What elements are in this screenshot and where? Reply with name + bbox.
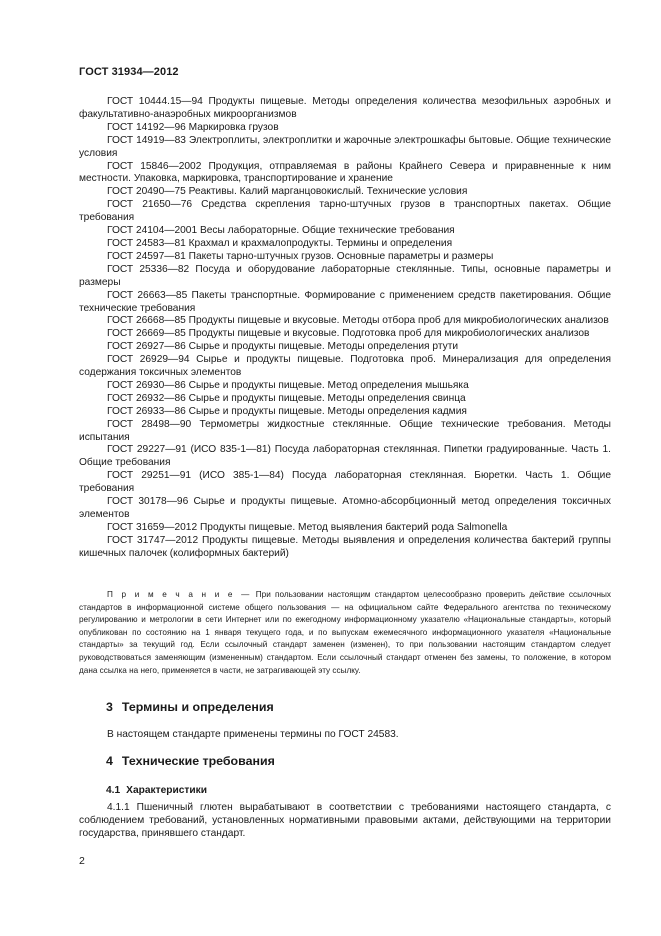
page-number: 2: [79, 855, 85, 867]
reference-item: ГОСТ 14919—83 Электроплиты, электроплитки и жарочные электрошкафы бытовые. Общие технические условия: [79, 134, 611, 159]
reference-item: ГОСТ 21650—76 Средства скрепления тарно-штучных грузов в транспортных пакетах. Общие требования: [79, 199, 611, 224]
note-label: П р и м е ч а н и е —: [107, 590, 252, 599]
reference-item: ГОСТ 29251—91 (ИСО 385-1—84) Посуда лабораторная стеклянная. Бюретки. Часть 1. Общие требования: [79, 470, 611, 495]
page-header: ГОСТ 31934—2012: [79, 66, 179, 78]
reference-item: ГОСТ 30178—96 Сырье и продукты пищевые. Атомно-абсорбционный метод определения токсичных элементов: [79, 496, 611, 520]
reference-item: ГОСТ 24104—2001 Весы лабораторные. Общие технические требования: [107, 225, 455, 237]
section-3-text: В настоящем стандарте применены термины по ГОСТ 24583.: [107, 729, 399, 740]
reference-item: ГОСТ 26930—86 Сырье и продукты пищевые. Метод определения мышьяка: [107, 379, 469, 391]
reference-item: ГОСТ 26933—86 Сырье и продукты пищевые. Методы определения кадмия: [107, 405, 467, 417]
subsection-title: Характеристики: [126, 785, 208, 796]
reference-item: ГОСТ 24583—81 Крахмал и крахмалопродукты. Термины и определения: [107, 237, 453, 249]
section-number: 4: [106, 754, 113, 768]
reference-item: ГОСТ 31659—2012 Продукты пищевые. Метод выявления бактерий рода Salmonella: [107, 521, 508, 533]
reference-item: ГОСТ 26669—85 Продукты пищевые и вкусовые. Подготовка проб для микробиологических анализов: [107, 328, 590, 340]
reference-item: ГОСТ 25336—82 Посуда и оборудование лабораторные стеклянные. Типы, основные параметры и размеры: [79, 263, 611, 288]
reference-item: ГОСТ 14192—96 Маркировка грузов: [107, 121, 279, 133]
reference-item: ГОСТ 28498—90 Термометры жидкостные стеклянные. Общие технические требования. Методы испытания: [79, 418, 611, 443]
section-title: Термины и определения: [121, 700, 274, 714]
section-3-heading: [106, 700, 274, 714]
reference-item: ГОСТ 26663—85 Пакеты транспортные. Формирование с применением средств пакетирования. Общие технические требования: [79, 289, 611, 314]
note-text: При пользовании настоящим стандартом целесообразно проверить действие ссылочных стандартов в информационной системе общего пользования — на официальном сайте Федерального агентства по техническому регулированию и метрологии в сети Интернет или по ежегодному информационному указателю «Национальные стандарты», который опубликован по состоянию на 1 января текущего года, и по выпускам ежемесячного информационного указателя «Национальные стандарты» за текущий год. Если ссылочный стандарт заменен (изменен), то при пользовании настоящим стандартом следует руководствоваться заменяющим (измененным) стандартом. Если ссылочный стандарт отменен без замены, то положение, в котором дана ссылка на него, применяется в части, не затрагивающей эту ссылку.: [79, 590, 611, 675]
reference-item: ГОСТ 10444.15—94 Продукты пищевые. Методы определения количества мезофильных аэробных и факультативно-анаэробных микроорганизмов: [79, 96, 611, 120]
normative-references-list: [79, 96, 611, 561]
reference-item: ГОСТ 24597—81 Пакеты тарно-штучных грузов. Основные параметры и размеры: [107, 250, 494, 262]
section-4-heading: [106, 754, 275, 768]
reference-item: ГОСТ 26929—94 Сырье и продукты пищевые. Подготовка проб. Минерализация для определения содержания токсичных элементов: [79, 354, 611, 379]
subsection-4-1-heading: [106, 785, 207, 796]
reference-item: ГОСТ 29227—91 (ИСО 835-1—81) Посуда лабораторная стеклянная. Пипетки градуированные. Часть 1. Общие требования: [79, 444, 611, 469]
section-number: 3: [106, 700, 113, 714]
reference-item: ГОСТ 26932—86 Сырье и продукты пищевые. Методы определения свинца: [107, 392, 466, 404]
reference-item: ГОСТ 26668—85 Продукты пищевые и вкусовые. Методы отбора проб для микробиологических анализов: [107, 315, 609, 327]
section-title: Технические требования: [121, 754, 275, 768]
reference-item: ГОСТ 31747—2012 Продукты пищевые. Методы выявления и определения количества бактерий группы кишечных палочек (колиформных бактерий): [79, 534, 611, 559]
paragraph-4-1-1: 4.1.1 Пшеничный глютен вырабатывают в соответствии с требованиями настоящего стандарта, с соблюдением требований, установленных нормативными правовыми актами, действующими на территории государства, принявшего стандарт.: [79, 802, 611, 839]
reference-item: ГОСТ 26927—86 Сырье и продукты пищевые. Методы определения ртути: [107, 341, 459, 353]
reference-item: ГОСТ 15846—2002 Продукция, отправляемая в районы Крайнего Севера и приравненные к ним местности. Упаковка, маркировка, транспортирование и хранение: [79, 160, 611, 185]
note-block: [79, 589, 611, 677]
subsection-number: 4.1: [106, 785, 121, 796]
reference-item: ГОСТ 20490—75 Реактивы. Калий марганцовокислый. Технические условия: [107, 186, 468, 198]
